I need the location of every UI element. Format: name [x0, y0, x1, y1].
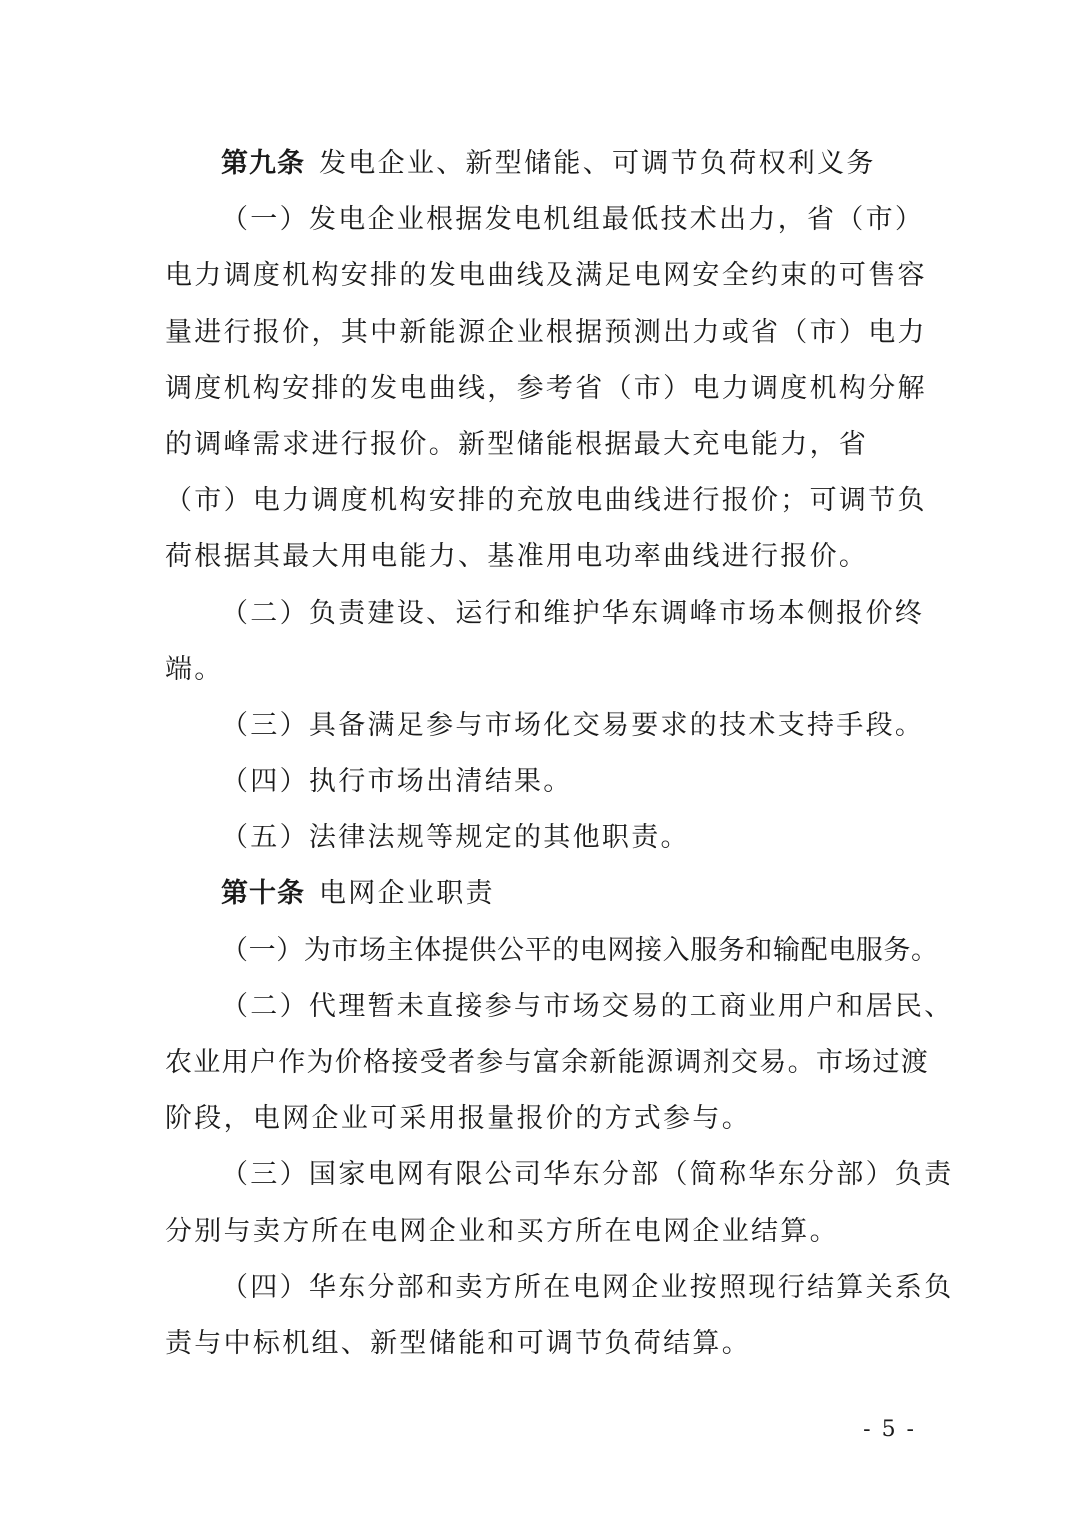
article-9-item-1-line-4: 调度机构安排的发电曲线，参考省（市）电力调度机构分解 — [165, 372, 927, 404]
article-10-label: 第十条 — [221, 878, 305, 910]
article-10-item-3-line-2: 分别与卖方所在电网企业和买方所在电网企业结算。 — [165, 1215, 839, 1247]
article-9-heading — [165, 136, 925, 192]
article-10-item-2-line-3: 阶段，电网企业可采用报量报价的方式参与。 — [165, 1103, 751, 1135]
article-9-item-5: （五）法律法规等规定的其他职责。 — [221, 822, 690, 854]
article-9-item-2-line-2: 端。 — [165, 653, 224, 685]
article-9-item-1-line-2: 电力调度机构安排的发电曲线及满足电网安全约束的可售容 — [165, 260, 927, 292]
article-9-title: 发电企业、新型储能、可调节负荷权利义务 — [319, 148, 876, 179]
article-10-title: 电网企业职责 — [319, 878, 495, 910]
article-9-item-2-line-1: （二）负责建设、运行和维护华东调峰市场本侧报价终 — [221, 597, 925, 629]
article-9-item-1-line-1: （一）发电企业根据发电机组最低技术出力，省（市） — [221, 204, 925, 236]
article-9-item-1-line-5: 的调峰需求进行报价。新型储能根据最大充电能力，省 — [165, 428, 869, 460]
article-10-item-4-line-1: （四）华东分部和卖方所在电网企业按照现行结算关系负 — [221, 1271, 954, 1303]
article-9-item-1-line-6: （市）电力调度机构安排的充放电曲线进行报价；可调节负 — [165, 485, 927, 517]
article-10-item-2-line-2: 农业用户作为价格接受者参与富余新能源调剂交易。市场过渡 — [165, 1047, 930, 1078]
article-9-item-4: （四）执行市场出清结果。 — [221, 766, 573, 798]
article-10-item-3-line-1: （三）国家电网有限公司华东分部（简称华东分部）负责 — [221, 1159, 954, 1191]
article-9-item-1-line-7: 荷根据其最大用电能力、基准用电功率曲线进行报价。 — [165, 541, 869, 573]
article-10-item-4-line-2: 责与中标机组、新型储能和可调节负荷结算。 — [165, 1327, 751, 1359]
article-10-item-1: （一）为市场主体提供公平的电网接入服务和输配电服务。 — [221, 934, 939, 966]
article-9-item-3: （三）具备满足参与市场化交易要求的技术支持手段。 — [221, 709, 925, 741]
article-10-heading — [165, 866, 925, 922]
article-9-label: 第九条 — [221, 148, 305, 179]
body-text — [165, 136, 954, 1372]
page-number: - 5 - — [863, 1417, 916, 1442]
article-10-item-2-line-1: （二）代理暂未直接参与市场交易的工商业用户和居民、 — [221, 990, 954, 1022]
article-9-item-1-line-3: 量进行报价，其中新能源企业根据预测出力或省（市）电力 — [165, 316, 927, 348]
